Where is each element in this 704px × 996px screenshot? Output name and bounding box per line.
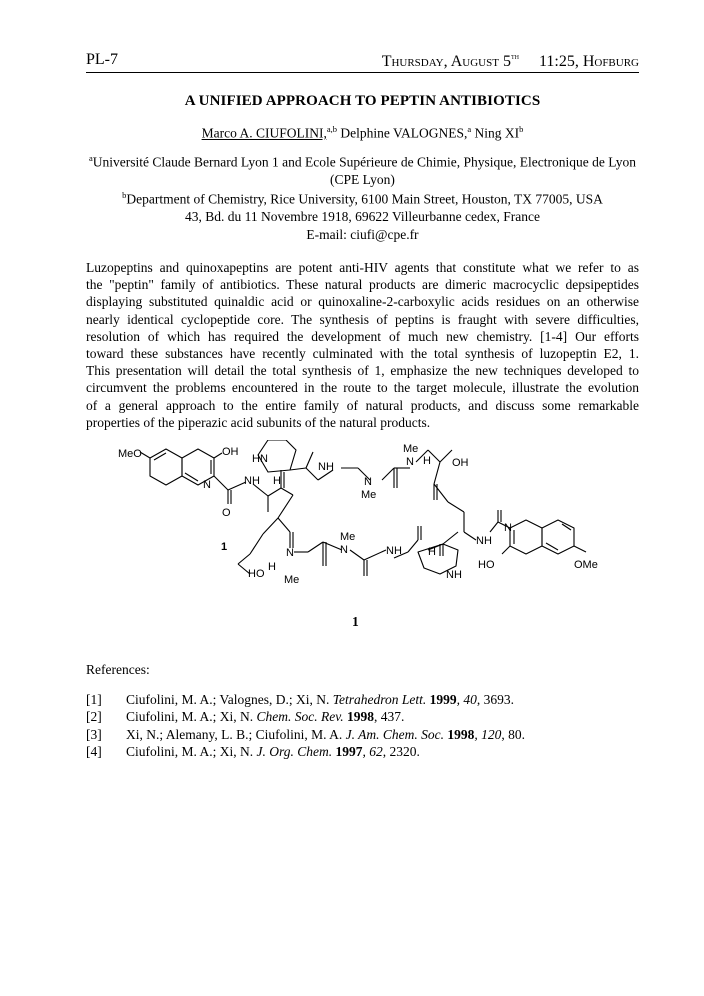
stereo-h-label: H [268, 561, 276, 573]
amide-nh-label: NH [244, 475, 260, 487]
affiliation-b: $^b$Department of Chemistry, Rice University, 6100 Main Street, Houston, TX 77005, USA 43, Bd. du 11 Novembre 1918, 69622 Villeurbanne cedex, France E-mail: ciufi@cpe.fr [122, 190, 603, 242]
stereo-h-label: H [423, 455, 431, 467]
author: Ning XI [471, 125, 520, 141]
reference-item: [3] Xi, N.; Alemany, L. B.; Ciufolini, M. A. J. Am. Chem. Soc. 1998, 120, 80. [86, 726, 525, 742]
amide-nh-label: NH [386, 545, 402, 557]
author: Delphine VALOGNES, [336, 125, 468, 141]
hydroxyl-label: OH [222, 446, 239, 458]
abstract-line: toward these substances have recently culminated with the total synthesis of luzopeptin E2, 1. [86, 345, 639, 361]
abstract-line: nearly identical cyclopeptide core. The synthesis of peptins is fraught with severe difficulties, [86, 311, 639, 327]
methyl-label: Me [403, 443, 419, 455]
abstract-line: properties of the piperazic acid subunits of the natural products. [86, 414, 431, 430]
methyl-label: Me [340, 531, 356, 543]
affiliation-a: $^a$Université Claude Bernard Lyon 1 and Ecole Supérieure de Chimie, Physique, Electronique de Lyon (CPE Lyon) [88, 153, 637, 187]
compound-number: 1 [352, 614, 359, 629]
hydroxyl-label: HO [478, 559, 495, 571]
methoxy-label: MeO [118, 448, 142, 460]
presenting-author: Marco A. CIUFOLINI, [201, 125, 327, 141]
abstract-line: the "peptin" family of antibiotics. These natural products are dimeric macrocyclic depsipeptides [86, 277, 639, 293]
nitrogen-label: N [340, 544, 348, 556]
abstract-line: circumvent the problems encountered in the route to the target molecule, illustrate the evolution [86, 380, 639, 396]
paper-title: A UNIFIED APPROACH TO PEPTIN ANTIBIOTICS [184, 93, 541, 109]
oxygen-label: O [222, 507, 231, 519]
abstract-line: of a general approach to the entire family of natural products, and discuss some remarkable [86, 397, 639, 413]
references-heading: References: [86, 662, 150, 677]
reference-list [86, 692, 646, 761]
reference-item: [4] Ciufolini, M. A.; Xi, N. J. Org. Chem. 1997, 62, 2320. [86, 743, 420, 759]
stereo-h-label: H [428, 546, 436, 558]
amide-nh-label: NH [318, 461, 334, 473]
hydrazine-nh-label: NH [446, 569, 462, 581]
methoxy-label: OMe [574, 559, 598, 571]
email: E-mail: ciufi@cpe.fr [306, 226, 419, 242]
abstract-line: resolution of which has required the development of much new chemistry. [1-4] Our efforts [86, 328, 639, 344]
methyl-label: Me [284, 574, 300, 586]
abstract-line: displaying substituted quinaldic acid or quinoxaline-2-carboxylic acids residues on an otherwise [86, 294, 639, 310]
presentation-code: PL-7 [86, 51, 118, 68]
abstract [86, 259, 639, 431]
nitrogen-label: N [406, 456, 414, 468]
hydrazine-hn-label: HN [252, 453, 268, 465]
nitrogen-label: N [504, 522, 512, 534]
methyl-label: Me [361, 489, 377, 501]
compound-label: 1 [221, 541, 228, 553]
author-list: Marco A. CIUFOLINI,$^{a,b}$ Delphine VALOGNES,$^a$ Ning $XI^b$ [201, 124, 524, 141]
reference-item: [1] Ciufolini, M. A.; Valognes, D.; Xi, N. Tetrahedron Lett. 1999, 40, 3693. [86, 692, 515, 707]
abstract-line: Luzopeptins and quinoxapeptins are potent anti-HIV agents that constitute what we refer to as [86, 260, 639, 275]
amide-nh-label: NH [476, 535, 492, 547]
chemical-structure [118, 440, 608, 600]
stereo-h-label: H [273, 475, 281, 487]
hydroxyl-label: OH [452, 457, 469, 469]
page-header [86, 50, 639, 73]
reference-item: [2] Ciufolini, M. A.; Xi, N. Chem. Soc. Rev. 1998, 437. [86, 709, 405, 725]
hydroxyl-label: HO [248, 568, 265, 580]
nitrogen-label: N [286, 547, 294, 559]
session-info: Thursday, August 5th 11:25, Hofburg [381, 51, 639, 70]
nitrogen-label: N [203, 479, 211, 491]
abstract-line: This presentation will detail the total synthesis of 1, emphasize the new techniques developed to [86, 363, 639, 379]
nitrogen-label: N [364, 476, 372, 488]
